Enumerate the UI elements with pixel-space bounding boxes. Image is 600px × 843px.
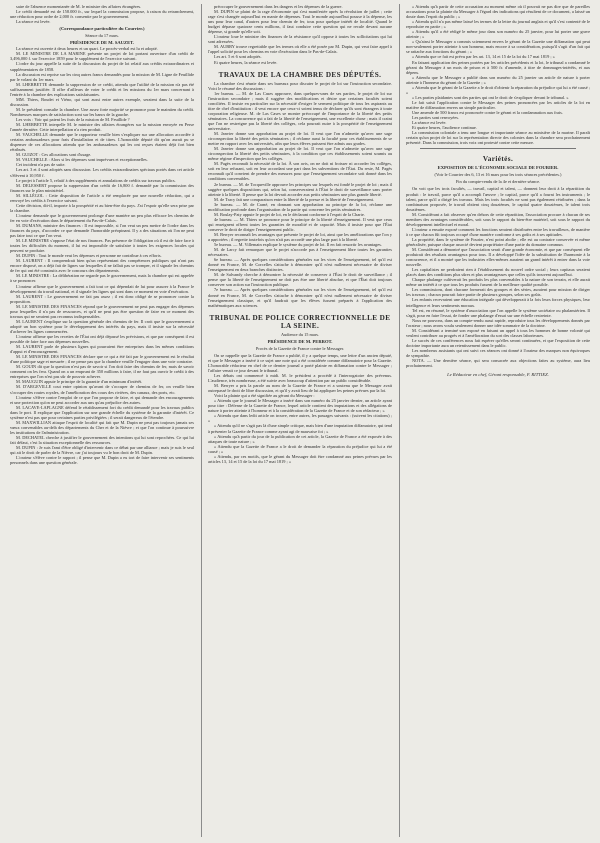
article-paragraph: « Attendu que le Messager a publié dans son numéro du 25 janvier un article de nature à porter atteinte à l'honneur du gérant de la Gazette ; » [406, 74, 590, 85]
article-paragraph: « Attendu que la Gazette de France a le droit de demander la réparation du préjudice qui lui a été causé ; » [208, 443, 392, 454]
article-paragraph: M. le président consulte la chambre. Une assez forte majorité se prononce pour le maintien du crédit. Nombreuses marques de satisfaction sont sur les bancs de la gauche. [10, 106, 194, 117]
article-paragraph: M. de Tracy fait une comparaison entre la liberté de la presse et la liberté de l'enseignement. [214, 196, 374, 202]
article-paragraph: « Attendu qu'il a été rédigé le même jour dans son numéro du 25 janvier, pour lui porter une grave atteinte ; » [406, 29, 590, 40]
column-2 [201, 4, 392, 837]
article-paragraph: On voit que les trois facultés, — travail, capital et talent, — donnent leur droit à la répartition du produit : le travail, parce qu'il a accompli l'œuvre ; le capital, parce qu'il a fourni les instruments ; le talent, parce qu'il a dirigé les travaux. Mais les trois facultés ne sont pas également rétribuées ; dans la combinaison proposée, le travail obtient cinq douzièmes, le capital quatre douzièmes, le talent trois douzièmes. [406, 186, 590, 212]
article-paragraph: M. de Salvandy cherche à démontrer la nécessité de conserver à l'État le droit de surveillance ; il pense que la liberté de l'enseignement ne doit pas être une liberté absolue, et que l'État doit toujours conserver son action sur l'instruction publique. [208, 272, 392, 288]
article-paragraph: L'ordre du jour appelle la suite de la discussion du projet de loi relatif aux crédits extraordinaires et supplémentaires de 1858. [10, 61, 194, 72]
section-title: TRAVAUX DE LA CHAMBRE DES DÉPUTÉS. [218, 70, 382, 79]
section-subtitle: (Correspondance particulière du Courrier.) [59, 26, 145, 32]
article-paragraph: M. Considérant a terminé son exposé en faisant un appel à tous les hommes de bonne volonté qui veulent contribuer au progrès et à l'amélioration du sort des classes laborieuses. [406, 327, 590, 338]
article-paragraph: M. Considérant a démontré que l'association serait d'une grande économie, et que par conséquent elle produirait des résultats avantageux pour tous. Il a développé l'idée de la substitution de l'harmonie à la concurrence, et il a montré que les industries elles-mêmes auraient un grand intérêt à entrer dans la voie nouvelle. [406, 247, 590, 268]
article-paragraph: L'orateur demande que le gouvernement prolonge d'une manière un peu plus efficace les chemins de fer en voie d'exécution dans le département du Pas-de-Calais. [10, 212, 194, 223]
article-paragraph: L'orateur s'élève contre l'emploi de ce que l'on propose de faire, et qui demande des encouragements et une protection qu'on ne peut accorder aux uns qu'au préjudice des autres. [10, 394, 194, 405]
article-paragraph: Les nombreux assistants qui ont suivi ces séances ont donné à l'orateur des marques non équivoques de sympathie. [406, 347, 590, 358]
article-paragraph: M. LE MINISTRE DES FINANCES déclare que ce qui a été fait par le gouvernement est le résultat d'une politique sage et mesurée ; il ne pense pas que la chambre veuille l'engager dans une voie contraire. [10, 354, 194, 365]
article-paragraph: La propriété, dans le système de Fourier, n'est point abolie ; elle est au contraire conservée et même généralisée, puisque chaque associé devient propriétaire d'une partie du domaine commun. [406, 236, 590, 247]
article-paragraph: « Attendu qu'à partir de cette accusation au moment même où il pouvait ne pas dire que de pareilles accusations pour la plainte du Messager à l'égard des indications qui résultent de ce document, a laissé un doute dans l'esprit du public ; » [406, 4, 590, 20]
article-paragraph: NOTA. — Une dernière séance, qui sera consacrée aux objections faites au système, aura lieu prochainement. [406, 358, 590, 369]
article-paragraph: MM. Thiers, Boudet et Viéno, qui sont aussi entre autres exemple, seraient dans la suite de la discussion. [10, 96, 194, 107]
article-paragraph: Cette décision, dit-il, importe à la prospérité et au bien-être du pays. J'ai l'espoir qu'elle sera prise par la chambre. [10, 202, 194, 213]
centered-line: (Voir le Courrier des 6, 13 et 16 mars pour les trois séances précédentes.) [434, 172, 562, 178]
article-paragraph: Voici la plainte qui a été signifiée au gérant du Messager : [214, 393, 315, 399]
article-paragraph: M. LHERBETTE interpelle M. le ministre des affaires étrangères sur la mission envoyée en Perse l'année dernière. Cette interpellation n'a rien produit. [10, 122, 194, 133]
article-paragraph: M. DUMANS, ministre des finances : Il est impossible, si l'on veut un peu mettre de l'ordre dans les finances du pays, d'accorder ce que demande l'honorable préopinant. Il y a des situations où l'on ne peut pas faire tout ce que l'on veut. [10, 222, 194, 239]
article-paragraph: M. AUBRY trouve regrettable que les termes où elle a été posée par M. Dupin, qui veut faire appel à l'appel solicité pour les chemins en voie d'exécution dans le Pas-de-Calais. [208, 44, 392, 55]
article-paragraph: « Attendu qu'il ne s'agit pas là d'une simple critique, mais bien d'une imputation diffamatoire, qui tend à présenter la Gazette de France comme ayant agi de mauvaise foi ; » [208, 423, 392, 434]
article-paragraph: M. LACAVE-LAPLAGNE défend le rétablissement fort du crédit demandé pour les travaux publics dans le port. Il explique que l'application sur une grande échelle du système de la garantie d'intérêt. Ce système n'est pas que pour certaines parties privilégiées ; il serait dangereux de l'étendre. [10, 404, 194, 420]
article-paragraph: M. LE MINISTRE s'oppose l'état de nos finances. Pas présence de l'obligation où il est de faire face à toutes les difficultés du moment, il lui est impossible de satisfaire à toutes les exigences locales qui peuvent se produire. [10, 238, 194, 254]
article-paragraph: La séance est levée. [16, 19, 51, 25]
article-paragraph: M. VAUCHELLE : Alors si les dépenses sont imprévues et exceptionnelles. [16, 157, 148, 163]
article-paragraph: M. Considérant a fait observer qu'en dehors de cette répartition, l'association procure à chacun de ses membres des avantages considérables, soit sous le rapport du bien-être matériel, soit sous le rapport du développement intellectuel et moral. [406, 211, 590, 227]
article-paragraph: M. LE MINISTRE DES FINANCES répond que le gouvernement ne peut pas engager des dépenses pour lesquelles il n'a pas de ressources, et qu'il ne peut pas être question de faire en ce moment des travaux qui ne seraient pas reconnus indispensables. [10, 303, 194, 319]
article-paragraph: La discussion est reprise sur les cinq autres francs demandés pour la mission de M. Ligne de Feuillide par le volant du 1er mars. [10, 71, 194, 82]
section-title: Variétés. [482, 155, 514, 164]
article-paragraph: 5e bureau. — M. Villemain explique le système du projet de loi. Il en fait ressortir les avantages. [214, 242, 382, 248]
article-paragraph: saire de l'absence momentanée de M. le ministre des affaires étrangères. [16, 4, 142, 9]
article-paragraph: « Les parties plaidantes sont des parties qui ont le droit de s'expliquer devant le tribunal. » [412, 94, 569, 100]
article-paragraph: La chambre s'est réunie dans ses bureaux pour discuter le projet de loi sur l'instruction secondaire. Voici le résumé des discussions : [208, 80, 392, 91]
article-paragraph: Les parties sont renvoyées. [412, 115, 460, 121]
article-paragraph: 7e bureau. — Après quelques considérations générales sur les vices de l'enseignement, tel qu'il est donné en France, M. de Corcelles s'attache à démontrer qu'il n'est nullement nécessaire de diviser l'enseignement classique, et qu'il faudrait que les élèves fussent préparés à l'application des mathématiques aux sciences. [208, 287, 392, 308]
article-paragraph: Les voix : Voir qui paient les frais de la mission de M. Feuillide ? [16, 116, 130, 122]
article-paragraph: Chaque phalange cultiverait les produits les plus convenables à la nature de son terrain, et elle aurait même un intérêt à ce que tous les produits fussent de la meilleure qualité possible. [406, 277, 590, 288]
article-paragraph: Les commissions, dont chacune formerait des groupes et des séries, auraient pour mission de diriger les travaux ; chacun pourrait faire partie de plusieurs groupes, selon ses goûts. [406, 287, 590, 298]
article-paragraph: Les capitalistes ne perdraient rien à l'établissement du nouvel ordre social ; leurs capitaux seraient placés dans des conditions plus sûres et plus avantageuses que celles qu'ils trouvent aujourd'hui. [406, 267, 590, 278]
column-1 [10, 4, 194, 837]
centered-line: Procès de la Gazette de France contre le Messager. [255, 345, 345, 351]
article-paragraph: M. MAUGUIN appuie le principe de la garantie d'un minimum d'intérêt. [16, 379, 143, 385]
article-paragraph: « Qu'ainsi le Messager a commis sciemment envers le gérant de la Gazette une diffamation qui peut non-seulement porter atteinte à son honneur, mais encore à sa considération, puisqu'il s'agit d'un fait qui se rattache aux fonctions du gérant ; » [406, 39, 590, 55]
columns-container [10, 4, 590, 837]
article-paragraph: L'orateur loue le ministre des finances de la résistance qu'il oppose à toutes les sollicitations qui lui sont adressées. [208, 34, 392, 45]
article-paragraph: Tel est, en résumé, le système d'association que l'on appelle le système sociétaire ou phalanstérien. Il s'agit, pour en faire l'essai, de fonder une phalange d'essai sur une échelle restreinte. [406, 307, 590, 318]
article-paragraph: M. D'ARGEVILLE cout entre opinion qu'avant de s'occuper de chemins de fer, on veuille bien s'occuper des routes royales, de l'amélioration des cours des rivières, des canaux, des ports, etc. [10, 384, 194, 395]
article-paragraph: « Attendu qu'à partir du jour de la publication de cet article, la Gazette de France a été exposée à des attaques de toute nature ; » [208, 433, 392, 444]
article-paragraph: La séance est levée. [412, 120, 447, 126]
article-paragraph: M. GOUIN dit que la question n'est pas de savoir si l'on doit faire des chemins de fer, mais de savoir comment on les fera. Quand on a un emprunt de 350 millions à faire, il ne faut pas ouvrir le crédit à des entreprises que l'on n'est pas sûr de pouvoir achever. [10, 364, 194, 380]
article-paragraph: La commission coloniale a tenu une longue et importante séance au ministère de la marine. Il paraît certain qu'un projet de loi sur la représentation directe des colonies dans la chambre sera prochainement présenté. Dans la commission, trois voix ont protesté contre cette mesure. [406, 130, 590, 146]
article-paragraph: 3e bureau. — M. de Carné, en donnant son approbation au principe de la loi, réclame une modification profonde dans l'organisation de la partie qui concerne les petits séminaires. [208, 201, 392, 212]
article-paragraph: M. DELESSERT propose la suppression d'un crédit de 16,800 f. demandé par la commission des finances sur le plan ministériel. [10, 182, 194, 193]
article-paragraph: M. DECHATEL cherche à justifier le gouvernement des intentions qui lui sont reprochées. Ce qui lui fait défaut, c'est la situation exceptionnelle des ressources. [10, 434, 194, 445]
article-paragraph: L'orateur affirme que les recettes de l'État ont déjà dépassé les prévisions, et que par conséquent il est possible de faire face aux dépenses nouvelles. [10, 334, 194, 345]
article-paragraph: M. LHERBETTE demande la suppression de ce crédit, attendu que l'utilité de la mission n'a pas été suffisamment justifiée. Il offre d'ailleurs de voter le crédit et les missions du 1er mars concernant à l'entrée à la chambre des explications satisfaisantes. [10, 81, 194, 97]
section-subtitle: PRÉSIDENCE DE M. SAUZET. [69, 40, 135, 46]
editor-signature: Le Rédacteur en chef, Gérant responsable, F. RITTIEZ. [447, 372, 549, 378]
article-paragraph: L'orateur s'élève contre le rapport ; il pense que M. Dupin a eu tort de faire intervenir ses sentiments personnels dans une question générale. [10, 455, 194, 466]
article-paragraph: Le crédit demandé est de 158.000 fr., sur lequel la commission propose, à raison du retranchement, une réduction pour ordre de 2,000 fr. consentie par le gouvernement. [10, 9, 194, 20]
article-paragraph: 1er bureau. — M. de Las Cases approuve, dans quelques-unes de ses parties, le projet de loi sur l'instruction secondaire ; mais il suggère des modifications et désire que certaines facultés soient conciliées. Il insiste en particulier sur la nécessité d'exiger le serment politique de tous les aspirants au titre de chef d'institution : il veut encore que ceux-ci soient tenus de déclarer qu'ils sont étrangers à toute corporation religieuse. M. de Las Cases se montre préoccupé de l'importance de la liberté des petits séminaires. La concurrence qui a fait de la liberté de l'enseignement, une excellente chose ; mais il craint que l'on ne restreigne pas la liberté des collèges, cela pourrait nuire à la prospérité de l'enseignement universitaire. [208, 90, 392, 131]
article-paragraph: « Attendu que dans ledit article on trouve, entre autres, les passages suivants : (suivent les citations) ; » [208, 413, 392, 424]
article-paragraph: « Attendu que le gérant de la Gazette a le droit d'obtenir la réparation du préjudice qui lui a été causé ; » [406, 84, 590, 95]
article-paragraph: Le succès de ces conférences nous fait espérer qu'elles seront continuées, et que l'exposition de cette doctrine importante aura un retentissement dans le public. [406, 337, 590, 348]
article-paragraph: 6e bureau. — Après quelques considérations générales sur les vices de l'enseignement, tel qu'il est donné en France, M. de Corcelles s'attache à démontrer qu'il n'est nullement nécessaire de diviser l'enseignement en deux branches distinctes. [208, 257, 392, 273]
article-paragraph: M. LAURENT s'explique sur la question générale des chemins de fer. Il croit que le gouvernement a adopté un bon système pour le développement des intérêts du pays, mais il insiste sur la nécessité d'achever les lignes commencées. [10, 318, 194, 334]
section-subtitle: EXPOSITION DE L'ÉCONOMIE SOCIALE DE FOURIER. [437, 165, 559, 171]
article-paragraph: M. SILLÉGOL : Cette disposition de l'article a été remplacée par une nouvelle rédaction, qui a renvoyé les crédits à l'exercice suivant. [10, 192, 194, 203]
article-paragraph: M. Berryer reconnaît les avantages que présente le projet de loi, ainsi que les améliorations que l'on y a apportées ; il regrette toutefois qu'on n'ait pas accordé une plus large part à la liberté. [208, 231, 392, 243]
article-paragraph: Et quatre heures, l'audience continue. [412, 125, 477, 131]
section-divider [420, 148, 576, 149]
article-paragraph: Et quatre heures, la séance est levée. [214, 59, 278, 65]
article-paragraph: 2e bureau. — M. de Tocqueville approuve les principes sur lesquels est fondé le projet de loi ; mais il suggère quelques dispositions qui, selon lui, conserveraient à l'État le droit de surveillance sans porter atteinte à la liberté. Il pense que la loi devrait accorder aux petits séminaires une plus grande liberté. [208, 181, 392, 197]
article-paragraph: En faisant application des peines portées par les articles précédents et la loi, le tribunal a condamné le gérant du Messager à un mois de prison et à 500 fr. d'amende, à titre de dommages-intérêts, et aux dépens. [406, 59, 590, 75]
article-paragraph: préoccuper le gouvernement dans les dangers et les dépenses de la guerre. [214, 4, 343, 9]
column-3 [399, 4, 590, 837]
article-paragraph: Les art. 3 et 4 sont adoptés sans discussion. Les crédits extraordinaires spéciaux portés dans cet article s'élèvent à 10,950 f. [10, 167, 194, 178]
article-paragraph: « Attendu, par ces motifs, que le gérant du Messager doit être condamné aux peines prévues par les articles 13, 14 et 15 de la loi du 17 mai 1819 ; » [208, 453, 392, 464]
article-paragraph: La séance est ouverte à deux heures et un quart. Le procès-verbal est lu et adopté. [16, 46, 158, 52]
section-subtitle: PRÉSIDENCE DE M. PERROT. [267, 338, 333, 344]
centered-line: Fin du compte-rendu de la 4e et dernière séance. [455, 179, 541, 185]
article-paragraph: L'orateur a ensuite exposé comment les fonctions seraient distribuées entre les travailleurs, de manière à ce que chacun fût toujours occupé d'une manière conforme à ses goûts et à ses aptitudes. [406, 226, 590, 237]
article-paragraph: M. LE MINISTRE DE LA MARINE présente un projet de loi portant ouverture d'un crédit de 3,496,000 f. sur l'exercice 1859 pour le supplément de l'exercice suivant. [10, 51, 194, 62]
centered-line: Séance du 17 mars. [85, 33, 119, 39]
article-paragraph: Les enfants recevraient une éducation intégrale qui développerait à la fois leurs forces physiques, leur intelligence et leurs sentiments moraux. [406, 297, 590, 308]
section-title: TRIBUNAL DE POLICE CORRECTIONNELLE DE LA SEINE. [209, 313, 391, 330]
article-paragraph: Les art. 5 et 6 sont adoptés. [214, 54, 262, 60]
article-paragraph: M. Janvier donne son approbation au projet de loi. Il veut que l'on n'admette qu'avec une sage circonspection la liberté des petits séminaires ; il réclame aussi la faculté pour ces établissements de se mettre en rapport avec les universités, afin que leurs élèves puissent être admis aux grades. [208, 131, 392, 147]
article-paragraph: Le fait saisit l'application contre le Messager des peines prononcées par les articles de la loi en matière de diffamation envers un simple particulier. [406, 99, 590, 110]
article-paragraph: M. LAURENT : Il comprendrait bien qu'un représentant des compétences publiques qui n'ont pas encore disposé, on a déjà fait de lignes sur lesquelles il ne fallait pas se tromper, et il signale les chemins de fer qui ont été construits avec le concours des départements. [10, 258, 194, 274]
article-paragraph: Les débats ont commencé à midi. M. le président a procédé à l'interrogatoire des prévenus. L'audience, très nombreuse, a été suivie avec beaucoup d'attention par un public considérable. [208, 373, 392, 384]
article-paragraph: M. Boulay-Paty appuie le projet de loi, en le déclarant conforme à l'esprit de la Charte. [214, 211, 365, 217]
article-paragraph: M. DUPIN : Je suis l'ami d'être obligé d'intervenir dans ce débat par une alliance ; mais je suis le seul qui ait le droit de parler de la Nièvre, car j'ai toujours vu le bon droit de M. Dupin. [10, 445, 194, 456]
article-paragraph: L'orateur affirme que le gouvernement a fait tout ce qui dépendait de lui pour assurer à la France le développement du travail national, et il signale les lignes qui sont dans ce moment en voie d'exécution. [10, 283, 194, 294]
article-paragraph: On se rappelle que la Gazette de France a publié, il y a quelque temps, une lettre d'un ancien député, et que le Messager a inséré à ce sujet une note qui a été considérée comme diffamatoire pour la Gazette. L'honorable rédacteur en chef de ce dernier journal a porté plainte en diffamation contre le Messager ; l'affaire venait ce jour devant le tribunal. [208, 352, 392, 373]
article-paragraph: 4e bureau. — M. Thiers se prononce pour le principe de la liberté d'enseignement. Il veut que ceux qui enseignent offrent toutes les garanties de moralité et de capacité. Mais il insiste pour que l'État conserve le droit de diriger l'enseignement public. [208, 216, 392, 232]
article-paragraph: M. LE MINISTRE : La délibération ne regarde pas le gouvernement, mais la chambre qui est appelée à se prononcer. [10, 273, 194, 284]
article-paragraph: Nous ne pouvons, dans un compte-rendu aussi rapide, reproduire tous les développements donnés par l'orateur ; nous avons voulu seulement donner une idée sommaire de la doctrine. [406, 317, 590, 328]
article-paragraph: M. GUIZOT : Ces allocations sont d'usage. [16, 152, 92, 158]
article-paragraph: M. VAUCHELLE demande que le rapporteur veuille bien s'expliquer sur une allocation accordée à certains ambassadeurs pour frais d'installation et de titres. L'honorable député dit qu'on aurait pu se dispenser de ces allocations attendu que les ambassadeurs qui les ont reçues étaient déjà fort bien rétribués. [10, 132, 194, 153]
article-paragraph: M. de Larcy fait remarquer que le projet n'accorde pas à l'enseignement libre toutes les garanties nécessaires. [208, 247, 392, 258]
article-paragraph: M. LAURENT : Le gouvernement ne fait pas assez ; il est donc obligé de se prononcer contre la proposition. [10, 293, 194, 304]
article-paragraph: Cet incident n'a pas de suite. [16, 162, 66, 168]
article-paragraph: « Attendu qu'il n'a pas même laissé les termes de la lettre du journal anglais et qu'il s'est contenté de le reproduire en partie ; » [406, 19, 590, 30]
article-paragraph: « Attendu que ce fait est prévu par les art. 13, 14 et 15 de la loi du 17 mai 1819 ; » [412, 54, 555, 60]
article-paragraph: M. LAURENT parle de plusieurs lignes qui pourraient être entreprises dans les mêmes conditions d'appui et d'encouragement. [10, 344, 194, 355]
article-paragraph: M. DUPIN se plaint de la rage d'économie qui s'est manifestée après la révolution de juillet ; cette rage s'est changée aujourd'hui en manie de dépenses. Tout le monde aujourd'hui pousse à la dépense, les uns pour leur canal, d'autres pour leur chemin de fer, tous pour quelque intérêt de localité. Quand le budget dépasse quatorze cents millions, il faut conduire cette question qui ne recule devant aucune dépense, si grande qu'elle soit. [208, 9, 392, 35]
article-paragraph: M. DUPIN : Tout le monde veut les dépenses et personne ne contribue à ces efforts. [16, 253, 162, 259]
article-paragraph: M. Pagès reconnaît la nécessité de la loi. À son avis, on ne doit ni froisser ni accorder les collèges, soit en leur refusant, soit en leur accordant une part dans les subventions de l'État. Du reste, M. Pagès reconnaît qu'il convient de prendre des mesures pour que l'enseignement secondaire soit donné dans les conditions convenables. [208, 161, 392, 182]
article-paragraph: M. Janvier donne son approbation au projet de loi. Il veut que l'on n'admette qu'avec une sage circonspection la liberté des petits séminaires, à la condition que ces établissements soient soumis au même régime d'inspection que les collèges. [208, 146, 392, 162]
article-paragraph: Une amende de 500 francs est prononcée contre le gérant et la condamnation aux frais. [412, 109, 563, 115]
article-paragraph: M. Berryer a pris la parole au nom de la Gazette de France et a soutenu que le Messager avait outrepassé le droit de libre discussion, et qu'il y avait lieu de lui appliquer les peines prévues par la loi. [208, 383, 392, 394]
article-paragraph: M. MAXWILLIAN attaque l'esprit de localité qui fait que M. Dupin ne peut pas toujours jamais ses vœux convenables au-delà des départements du Cher et de la Nièvre ; et que l'on continue à poursuivre les institutions de l'administration. [10, 419, 194, 435]
article-paragraph: Le projet à l'article 5, relatif à des suppléments et annulations de crédits sur travaux publics. [16, 177, 176, 183]
article-paragraph: « Attendu que le journal le Messager a inséré dans son numéro du 25 janvier dernier, un article ayant pour titre : Défense de la Gazette de France, lequel article contient des imputations et des allégations de nature à porter atteinte à l'honneur et à la considération de la Gazette de France et de son rédacteur ; » [208, 398, 392, 414]
centered-line: Audience du 15 mars. [280, 331, 320, 337]
